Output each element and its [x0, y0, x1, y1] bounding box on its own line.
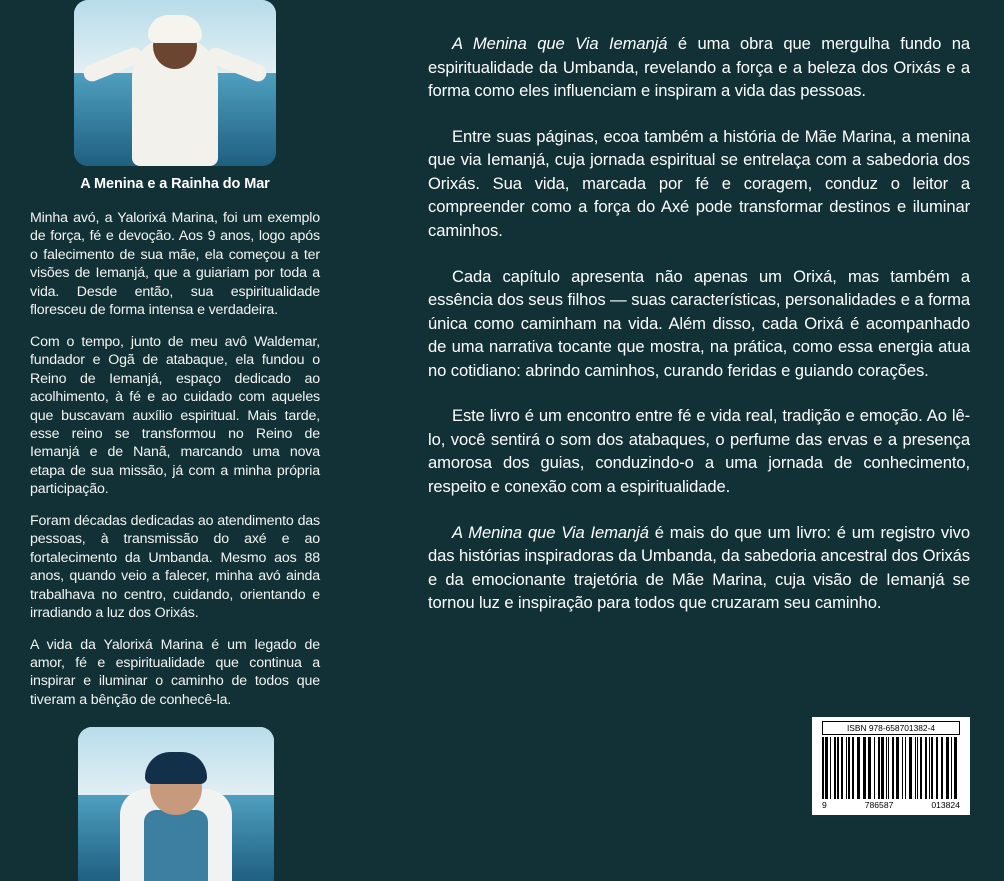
- barcode-left-digit: 9: [822, 800, 827, 810]
- photo-caption: A Menina e a Rainha do Mar: [80, 176, 270, 192]
- left-column: [30, 0, 320, 881]
- photo-figure-headwrap: [148, 15, 202, 43]
- blurb-paragraph-rest: é uma obra que mergulha fundo na espiritualidade da Umbanda, revelando a força e a beleza dos Orixás e a forma como eles influenciam e inspiram a vida das pessoas.: [428, 34, 970, 101]
- portrait-headwrap: [145, 752, 207, 784]
- portrait-dress: [144, 810, 208, 881]
- author-grandmother-photo: [74, 0, 276, 166]
- biography-paragraph: A vida da Yalorixá Marina é um legado de amor, fé e espiritualidade que continua a inspirar e iluminar o caminho de todos que tiveram a bênção de conhecê-la.: [30, 636, 320, 708]
- barcode-group-1: 786587: [864, 800, 894, 810]
- blurb-paragraph: [428, 521, 970, 615]
- blurb-paragraph-rest: é mais do que um livro: é um registro vivo das histórias inspiradoras da Umbanda, da sabedoria ancestral dos Orixás e da emocionante trajetória de Mãe Marina, cuja visão de Iemanjá se tornou luz e inspiração para todos que cruzaram seu caminho.: [428, 522, 970, 613]
- biography-paragraph: Foram décadas dedicadas ao atendimento das pessoas, à transmissão do axé e ao fortalecimento da Umbanda. Mesmo aos 88 anos, quando veio a falecer, minha avó ainda trabalhava no centro, cuidando, orientando e irradiando a luz dos Orixás.: [30, 512, 320, 622]
- book-title-italic: A Menina que Via Iemanjá: [452, 34, 668, 53]
- blurb-paragraph: Entre suas páginas, ecoa também a história de Mãe Marina, a menina que via Iemanjá, cuja jornada espiritual se entrelaça com a sabedoria dos Orixás. Sua vida, marcada por fé e coragem, conduz o leitor a compreender como a força do Axé pode transformar destinos e iluminar caminhos.: [428, 126, 970, 240]
- author-portrait-photo: [78, 727, 274, 881]
- biography-paragraph: Com o tempo, junto de meu avô Waldemar, fundador e Ogã de atabaque, ela fundou o Reino de Iemanjá, espaço dedicado ao acolhimento, à fé e ao cuidado com aqueles que buscavam auxílio espiritual. Mais tarde, esse reino se transformou no Reino de Iemanjá e de Nanã, marcando uma nova etapa de sua missão, já com a minha própria participação.: [30, 333, 320, 498]
- blurb-paragraph: Cada capítulo apresenta não apenas um Orixá, mas também a essência dos seus filhos — suas características, personalidades e a forma única como caminham na vida. Além disso, cada Orixá é acompanhado de uma narrativa tocante que mostra, na prática, como essa energia atua no cotidiano: abrindo caminhos, curando feridas e guiando corações.: [428, 266, 970, 380]
- isbn-label: ISBN 978-658701382-4: [822, 721, 960, 735]
- biography-paragraph: Minha avó, a Yalorixá Marina, foi um exemplo de força, fé e devoção. Aos 9 anos, logo após o falecimento de sua mãe, ela começou a ter visões de Iemanjá, que a guiariam por toda a vida. Desde então, sua espiritualidade floresceu de forma intensa e verdadeira.: [30, 210, 320, 319]
- isbn-barcode: [812, 717, 970, 815]
- right-column: [428, 32, 970, 637]
- blurb-paragraph: Este livro é um encontro entre fé e vida real, tradição e emoção. Ao lê-lo, você sentirá o som dos atabaques, o perfume das ervas e a presença amorosa dos guias, conduzindo-o a uma jornada de conhecimento, respeito e conexão com a espiritualidade.: [428, 406, 970, 496]
- barcode-bars: [822, 737, 960, 799]
- barcode-group-2: 013824: [931, 800, 960, 810]
- biography-text: [30, 209, 320, 722]
- blurb-paragraph: [428, 32, 970, 103]
- book-title-italic: A Menina que Via Iemanjá: [452, 522, 649, 542]
- barcode-digits: [822, 800, 960, 810]
